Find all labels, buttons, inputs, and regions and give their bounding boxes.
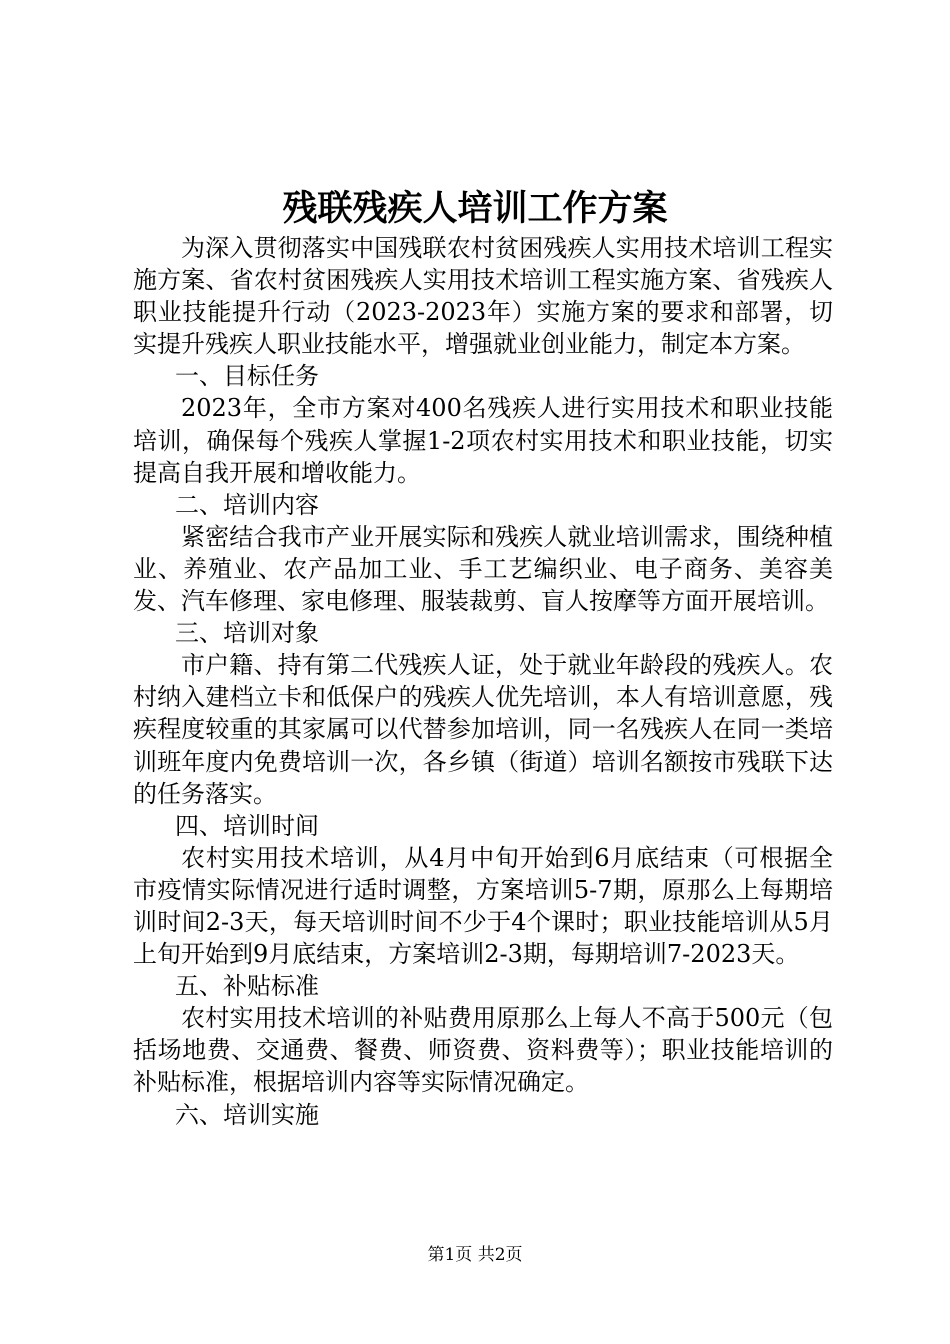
section-heading-subsidy: 五、补贴标准 [175, 972, 319, 1001]
document-title: 残联残疾人培训工作方案 [282, 188, 668, 229]
content-paragraph: 紧密结合我市产业开展实际和残疾人就业培训需求，围绕种植业、养殖业、农产品加工业、手工艺编织业、电子商务、美容美发、汽车修理、家电修理、服装裁剪、盲人按摩等方面开展培训。 [133, 522, 833, 616]
subsidy-paragraph: 农村实用技术培训的补贴费用原那么上每人不高于500元（包括场地费、交通费、餐费、师资费、资料费等）；职业技能培训的补贴标准，根据培训内容等实际情况确定。 [133, 1004, 833, 1097]
section-heading-implementation: 六、培训实施 [175, 1100, 319, 1129]
section-heading-targets: 三、培训对象 [175, 619, 319, 648]
schedule-paragraph: 农村实用技术培训，从4月中旬开始到6月底结束（可根据全市疫情实际情况进行适时调整，方案培训5-7期，原那么上每期培训时间2-3天，每天培训时间不少于4个课时；职业技能培训从5月上旬开始到9月底结束，方案培训2-3期，每期培训7-2023天。 [133, 843, 833, 969]
targets-paragraph: 市户籍、持有第二代残疾人证，处于就业年龄段的残疾人。农村纳入建档立卡和低保户的残疾人优先培训，本人有培训意愿，残疾程度较重的其家属可以代替参加培训，同一名残疾人在同一类培训班年度内免费培训一次，各乡镇（街道）培训名额按市残联下达的任务落实。 [133, 651, 833, 808]
goals-paragraph: 2023年，全市方案对400名残疾人进行实用技术和职业技能培训，确保每个残疾人掌握1-2项农村实用技术和职业技能，切实提高自我开展和增收能力。 [133, 394, 833, 487]
intro-paragraph: 为深入贯彻落实中国残联农村贫困残疾人实用技术培训工程实施方案、省农村贫困残疾人实用技术培训工程实施方案、省残疾人职业技能提升行动（2023-2023年）实施方案的要求和部署，切实提升残疾人职业技能水平，增强就业创业能力，制定本方案。 [133, 234, 833, 359]
document-body [133, 232, 833, 1131]
section-heading-goals: 一、目标任务 [175, 362, 319, 391]
section-heading-content: 二、培训内容 [175, 490, 319, 519]
section-heading-schedule: 四、培训时间 [175, 811, 319, 840]
page-footer: 第1页 共2页 [427, 1245, 523, 1265]
